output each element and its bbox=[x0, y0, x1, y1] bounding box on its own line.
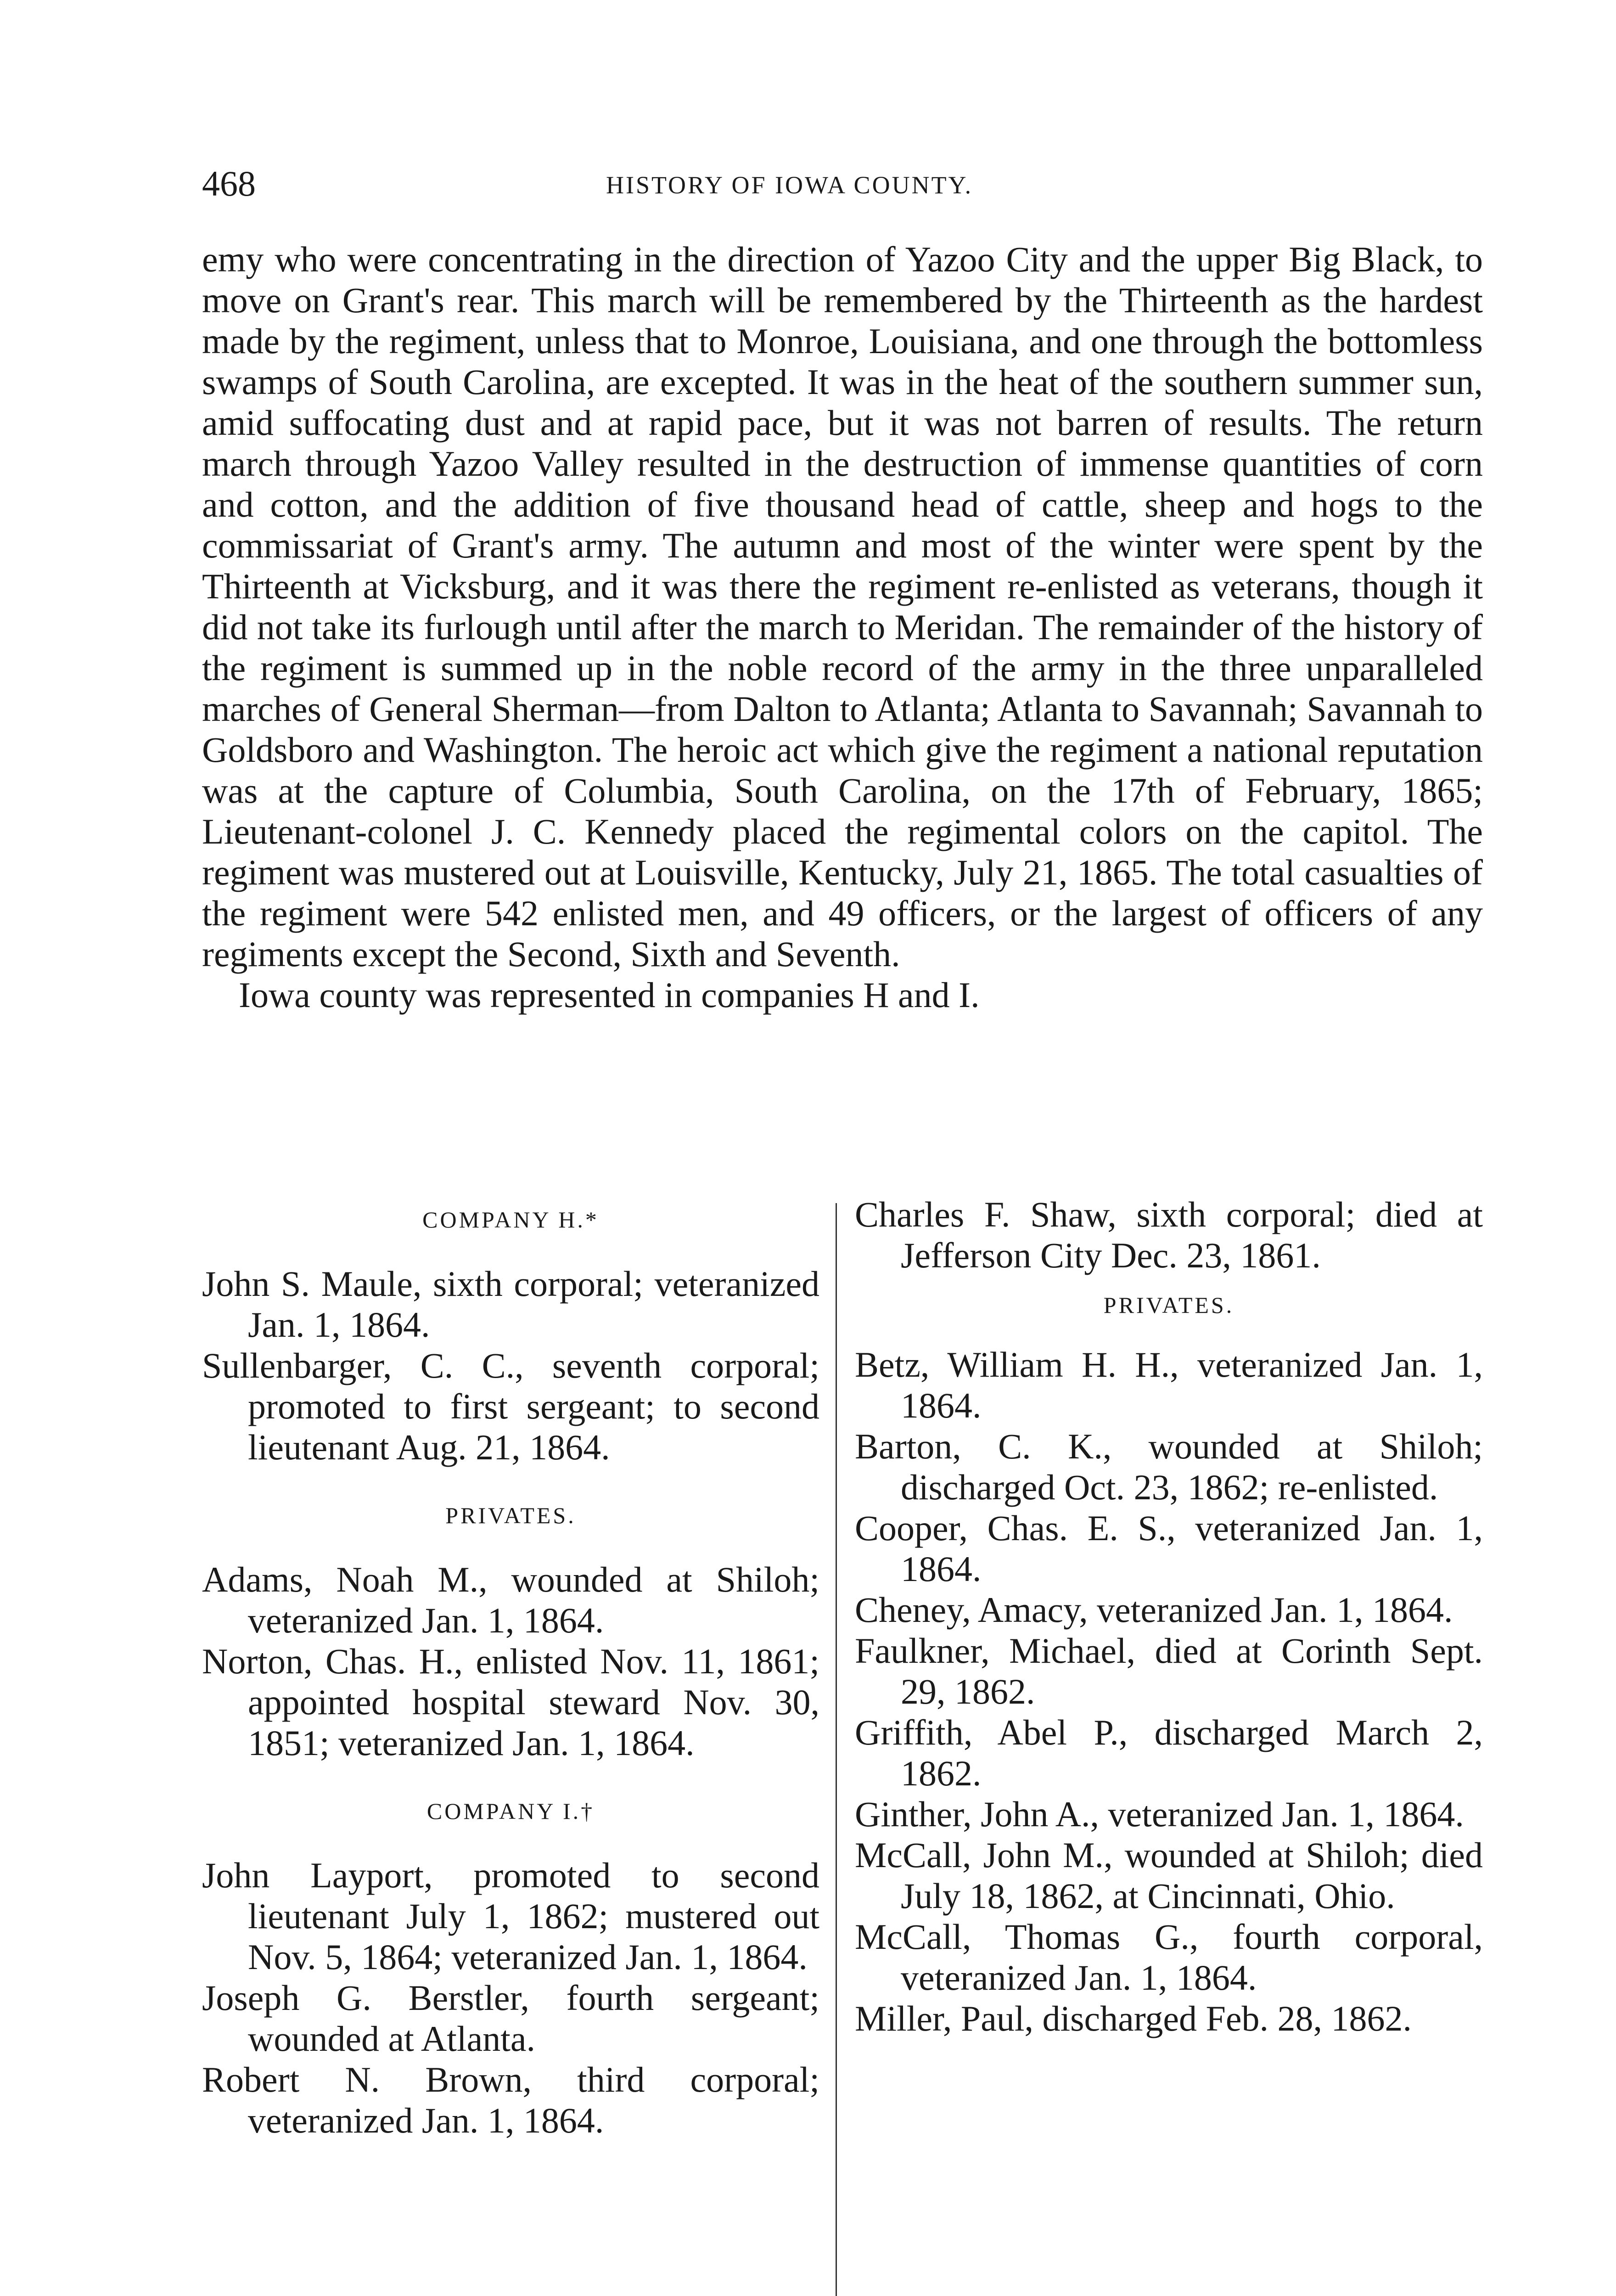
company-h-privates-heading: PRIVATES. bbox=[445, 1503, 576, 1528]
roster-entry: John Layport, promoted to second lieutenant July 1, 1862; mustered out Nov. 5, 1864; veteranized Jan. 1, 1864. bbox=[202, 1855, 819, 1977]
roster-entry: Charles F. Shaw, sixth corporal; died at Jefferson City Dec. 23, 1861. bbox=[855, 1194, 1483, 1275]
company-h-heading: COMPANY H.* bbox=[422, 1207, 599, 1232]
roster-entry: Norton, Chas. H., enlisted Nov. 11, 1861; appointed hospital steward Nov. 30, 1851; veteranized Jan. 1, 1864. bbox=[202, 1641, 819, 1763]
roster-entry: Griffith, Abel P., discharged March 2, 1862. bbox=[855, 1712, 1483, 1793]
roster-entry: Robert N. Brown, third corporal; veteranized Jan. 1, 1864. bbox=[202, 2060, 819, 2140]
roster-entry: Ginther, John A., veteranized Jan. 1, 1864. bbox=[855, 1794, 1464, 1834]
roster-entry: Betz, William H. H., veteranized Jan. 1, 1864. bbox=[855, 1345, 1483, 1425]
roster-entry: McCall, John M., wounded at Shiloh; died July 18, 1862, at Cincinnati, Ohio. bbox=[855, 1835, 1483, 1916]
roster-entry: Cheney, Amacy, veteranized Jan. 1, 1864. bbox=[855, 1590, 1453, 1630]
paragraph-regiment-history: emy who were concentrating in the direction of Yazoo City and the upper Big Black, to move on Grant's rear. This march will be remembered by the Thirteenth as the hardest made by the regiment, unless that to Monroe, Louisiana, and one through the bottomless swamps of South Carolina, are excepted. It was in the heat of the southern summer sun, amid suffocating dust and at rapid pace, but it was not barren of results. The return march through Yazoo Valley resulted in the destruction of immense quantities of corn and cotton, and the addition of five thousand head of cattle, sheep and hogs to the commissariat of Grant's army. The autumn and most of the winter were spent by the Thirteenth at Vicksburg, and it was there the regiment re-enlisted as veterans, though it did not take its furlough until after the march to Meridan. The remainder of the history of the regiment is summed up in the noble record of the army in the three unparalleled marches of General Sherman—from Dalton to Atlanta; Atlanta to Savannah; Savannah to Goldsboro and Washington. The heroic act which give the regiment a national reputation was at the capture of Columbia, South Carolina, on the 17th of February, 1865; Lieutenant-colonel J. C. Kennedy placed the regimental colors on the capitol. The regiment was mustered out at Louisville, Kentucky, July 21, 1865. The total casualties of the regiment were 542 enlisted men, and 49 officers, or the largest of officers of any regiments except the Second, Sixth and Seventh. bbox=[202, 239, 1483, 974]
roster-entry: McCall, Thomas G., fourth corporal, veteranized Jan. 1, 1864. bbox=[855, 1917, 1483, 1998]
roster-entry: John S. Maule, sixth corporal; veteranized Jan. 1, 1864. bbox=[202, 1264, 819, 1345]
body-text bbox=[202, 239, 1483, 1015]
roster-entry: Faulkner, Michael, died at Corinth Sept. 29, 1862. bbox=[855, 1631, 1483, 1711]
paragraph-companies: Iowa county was represented in companies H and I. bbox=[239, 975, 980, 1015]
running-title: HISTORY OF IOWA COUNTY. bbox=[606, 171, 973, 199]
roster-entry: Adams, Noah M., wounded at Shiloh; veteranized Jan. 1, 1864. bbox=[202, 1559, 819, 1640]
company-i-privates-heading: PRIVATES. bbox=[1103, 1292, 1234, 1318]
roster-entry: Cooper, Chas. E. S., veteranized Jan. 1, 1864. bbox=[855, 1508, 1483, 1589]
roster-entry: Joseph G. Berstler, fourth sergeant; wounded at Atlanta. bbox=[202, 1978, 819, 2059]
roster-entry: Barton, C. K., wounded at Shiloh; discharged Oct. 23, 1862; re-enlisted. bbox=[855, 1426, 1483, 1507]
roster-right-column bbox=[855, 1194, 1483, 2039]
column-divider bbox=[836, 1203, 837, 2296]
company-i-heading: COMPANY I.† bbox=[426, 1798, 595, 1824]
roster-entry: Sullenbarger, C. C., seventh corporal; promoted to first sergeant; to second lieutenant Aug. 21, 1864. bbox=[202, 1345, 819, 1467]
page-number: 468 bbox=[202, 163, 256, 203]
roster-left-column bbox=[202, 1194, 819, 2141]
roster-entry: Miller, Paul, discharged Feb. 28, 1862. bbox=[855, 1998, 1412, 2038]
